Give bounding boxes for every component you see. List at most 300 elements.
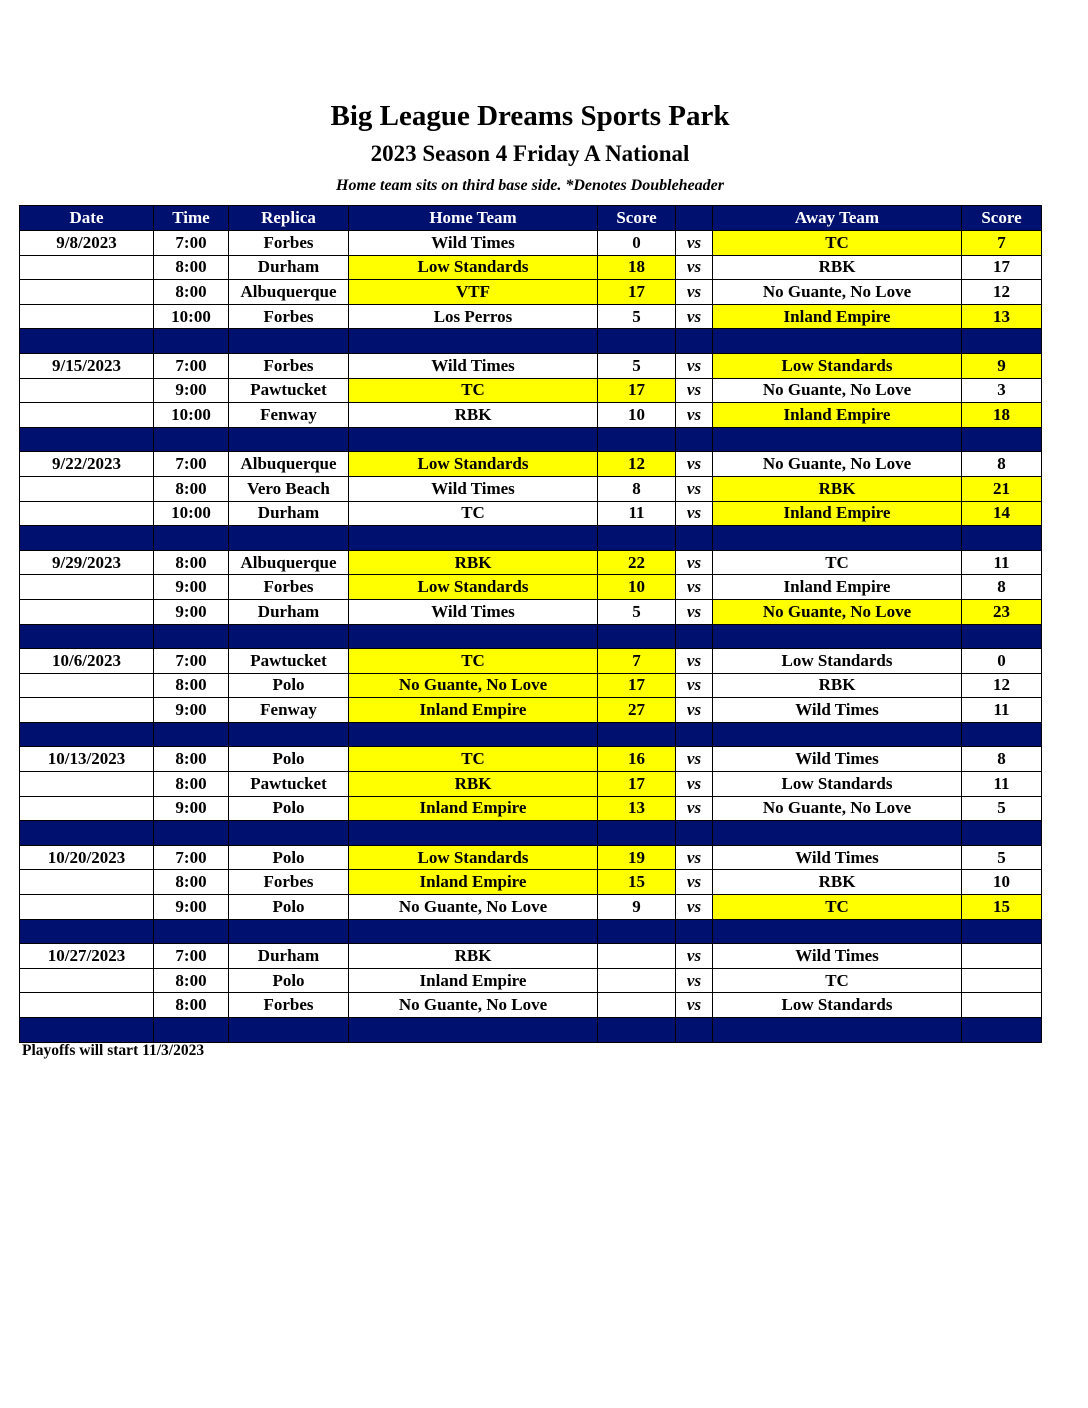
table-row xyxy=(20,968,1042,993)
separator-cell xyxy=(229,624,349,649)
game-time: 9:00 xyxy=(154,599,229,624)
home-team: No Guante, No Love xyxy=(349,993,598,1018)
separator-cell xyxy=(962,722,1042,747)
game-date xyxy=(20,280,154,305)
game-date xyxy=(20,403,154,428)
separator-cell xyxy=(229,1018,349,1043)
away-score: 12 xyxy=(962,673,1042,698)
separator-cell xyxy=(349,722,598,747)
game-field: Forbes xyxy=(229,575,349,600)
away-team: No Guante, No Love xyxy=(713,452,962,477)
table-row xyxy=(20,599,1042,624)
week-separator-row xyxy=(20,427,1042,452)
game-date xyxy=(20,575,154,600)
table-row xyxy=(20,501,1042,526)
game-date: 10/13/2023 xyxy=(20,747,154,772)
separator-cell xyxy=(20,329,154,354)
away-score xyxy=(962,993,1042,1018)
game-field: Forbes xyxy=(229,870,349,895)
separator-cell xyxy=(20,919,154,944)
away-score: 23 xyxy=(962,599,1042,624)
home-score: 17 xyxy=(598,673,676,698)
home-score: 10 xyxy=(598,403,676,428)
game-time: 9:00 xyxy=(154,698,229,723)
week-separator-row xyxy=(20,329,1042,354)
game-date: 9/22/2023 xyxy=(20,452,154,477)
home-team: Inland Empire xyxy=(349,870,598,895)
away-score: 8 xyxy=(962,452,1042,477)
separator-cell xyxy=(713,427,962,452)
away-score: 3 xyxy=(962,378,1042,403)
away-score: 11 xyxy=(962,698,1042,723)
home-team: Inland Empire xyxy=(349,968,598,993)
game-date xyxy=(20,501,154,526)
separator-cell xyxy=(154,1018,229,1043)
vs-label: vs xyxy=(676,304,713,329)
separator-cell xyxy=(349,526,598,551)
home-score: 19 xyxy=(598,845,676,870)
away-team: No Guante, No Love xyxy=(713,599,962,624)
away-score: 0 xyxy=(962,649,1042,674)
separator-cell xyxy=(598,624,676,649)
game-field: Fenway xyxy=(229,403,349,428)
away-team: RBK xyxy=(713,476,962,501)
away-team: Low Standards xyxy=(713,649,962,674)
game-date: 9/8/2023 xyxy=(20,231,154,256)
away-score: 13 xyxy=(962,304,1042,329)
game-time: 9:00 xyxy=(154,796,229,821)
game-date xyxy=(20,993,154,1018)
game-time: 7:00 xyxy=(154,231,229,256)
separator-cell xyxy=(154,329,229,354)
away-score: 10 xyxy=(962,870,1042,895)
home-team: TC xyxy=(349,747,598,772)
home-team: Wild Times xyxy=(349,353,598,378)
separator-cell xyxy=(20,624,154,649)
game-field: Durham xyxy=(229,944,349,969)
table-row xyxy=(20,796,1042,821)
separator-cell xyxy=(713,821,962,846)
game-date: 10/20/2023 xyxy=(20,845,154,870)
column-header-time: Time xyxy=(154,206,229,231)
game-field: Albuquerque xyxy=(229,550,349,575)
table-row xyxy=(20,452,1042,477)
table-row xyxy=(20,747,1042,772)
vs-label: vs xyxy=(676,649,713,674)
separator-cell xyxy=(598,722,676,747)
home-team: Low Standards xyxy=(349,452,598,477)
vs-label: vs xyxy=(676,280,713,305)
game-date xyxy=(20,255,154,280)
game-field: Forbes xyxy=(229,993,349,1018)
home-team: TC xyxy=(349,649,598,674)
away-team: RBK xyxy=(713,870,962,895)
away-score: 14 xyxy=(962,501,1042,526)
separator-cell xyxy=(962,624,1042,649)
home-team: Inland Empire xyxy=(349,698,598,723)
game-time: 8:00 xyxy=(154,476,229,501)
game-time: 8:00 xyxy=(154,993,229,1018)
home-score: 12 xyxy=(598,452,676,477)
game-field: Forbes xyxy=(229,304,349,329)
game-time: 9:00 xyxy=(154,575,229,600)
vs-label: vs xyxy=(676,895,713,920)
separator-cell xyxy=(598,329,676,354)
table-row xyxy=(20,403,1042,428)
separator-cell xyxy=(229,329,349,354)
separator-cell xyxy=(713,526,962,551)
game-date xyxy=(20,304,154,329)
away-team: Low Standards xyxy=(713,353,962,378)
game-field: Polo xyxy=(229,747,349,772)
home-team: RBK xyxy=(349,944,598,969)
separator-cell xyxy=(598,1018,676,1043)
table-row xyxy=(20,845,1042,870)
home-team: Low Standards xyxy=(349,845,598,870)
table-header-row xyxy=(20,206,1042,231)
away-score: 18 xyxy=(962,403,1042,428)
game-time: 7:00 xyxy=(154,944,229,969)
separator-cell xyxy=(229,821,349,846)
separator-cell xyxy=(676,624,713,649)
table-row xyxy=(20,231,1042,256)
game-time: 7:00 xyxy=(154,452,229,477)
home-team: RBK xyxy=(349,403,598,428)
page-title: Big League Dreams Sports Park xyxy=(330,100,730,132)
home-team: Wild Times xyxy=(349,476,598,501)
vs-label: vs xyxy=(676,845,713,870)
separator-cell xyxy=(676,427,713,452)
game-field: Polo xyxy=(229,673,349,698)
separator-cell xyxy=(962,329,1042,354)
separator-cell xyxy=(962,919,1042,944)
vs-label: vs xyxy=(676,796,713,821)
separator-cell xyxy=(154,722,229,747)
home-score: 15 xyxy=(598,870,676,895)
separator-cell xyxy=(713,329,962,354)
home-team: TC xyxy=(349,501,598,526)
game-time: 9:00 xyxy=(154,895,229,920)
separator-cell xyxy=(349,1018,598,1043)
vs-label: vs xyxy=(676,550,713,575)
separator-cell xyxy=(20,722,154,747)
game-date xyxy=(20,895,154,920)
column-header-home-team: Home Team xyxy=(349,206,598,231)
separator-cell xyxy=(676,526,713,551)
table-row xyxy=(20,649,1042,674)
game-field: Polo xyxy=(229,796,349,821)
column-header-vs xyxy=(676,206,713,231)
separator-cell xyxy=(713,722,962,747)
away-team: Wild Times xyxy=(713,698,962,723)
game-field: Pawtucket xyxy=(229,649,349,674)
separator-cell xyxy=(598,526,676,551)
table-row xyxy=(20,698,1042,723)
separator-cell xyxy=(962,821,1042,846)
vs-label: vs xyxy=(676,870,713,895)
vs-label: vs xyxy=(676,968,713,993)
away-score: 17 xyxy=(962,255,1042,280)
table-row xyxy=(20,304,1042,329)
home-team: RBK xyxy=(349,550,598,575)
game-date xyxy=(20,796,154,821)
home-score: 11 xyxy=(598,501,676,526)
home-score xyxy=(598,944,676,969)
vs-label: vs xyxy=(676,255,713,280)
away-score: 12 xyxy=(962,280,1042,305)
home-score xyxy=(598,993,676,1018)
table-row xyxy=(20,870,1042,895)
separator-cell xyxy=(229,427,349,452)
away-score: 5 xyxy=(962,796,1042,821)
game-field: Fenway xyxy=(229,698,349,723)
game-date xyxy=(20,870,154,895)
separator-cell xyxy=(349,821,598,846)
column-header-away-score: Score xyxy=(962,206,1042,231)
week-separator-row xyxy=(20,1018,1042,1043)
away-score: 21 xyxy=(962,476,1042,501)
game-time: 7:00 xyxy=(154,353,229,378)
away-team: No Guante, No Love xyxy=(713,378,962,403)
away-team: Low Standards xyxy=(713,993,962,1018)
home-score: 13 xyxy=(598,796,676,821)
game-date: 9/15/2023 xyxy=(20,353,154,378)
home-score: 22 xyxy=(598,550,676,575)
game-date: 10/27/2023 xyxy=(20,944,154,969)
column-header-away-team: Away Team xyxy=(713,206,962,231)
game-field: Durham xyxy=(229,501,349,526)
vs-label: vs xyxy=(676,476,713,501)
away-score: 11 xyxy=(962,550,1042,575)
game-field: Forbes xyxy=(229,231,349,256)
game-field: Pawtucket xyxy=(229,772,349,797)
separator-cell xyxy=(154,624,229,649)
home-score: 17 xyxy=(598,378,676,403)
vs-label: vs xyxy=(676,353,713,378)
home-score: 17 xyxy=(598,772,676,797)
away-team: Low Standards xyxy=(713,772,962,797)
home-team: Wild Times xyxy=(349,599,598,624)
home-score: 10 xyxy=(598,575,676,600)
game-date xyxy=(20,772,154,797)
game-date xyxy=(20,673,154,698)
home-score: 8 xyxy=(598,476,676,501)
vs-label: vs xyxy=(676,501,713,526)
away-team: TC xyxy=(713,895,962,920)
table-row xyxy=(20,255,1042,280)
game-field: Albuquerque xyxy=(229,452,349,477)
separator-cell xyxy=(20,821,154,846)
game-field: Polo xyxy=(229,968,349,993)
game-field: Albuquerque xyxy=(229,280,349,305)
home-score: 9 xyxy=(598,895,676,920)
game-time: 8:00 xyxy=(154,673,229,698)
column-header-home-score: Score xyxy=(598,206,676,231)
vs-label: vs xyxy=(676,452,713,477)
game-time: 8:00 xyxy=(154,550,229,575)
away-score: 8 xyxy=(962,575,1042,600)
home-team: No Guante, No Love xyxy=(349,895,598,920)
separator-cell xyxy=(229,722,349,747)
home-score: 18 xyxy=(598,255,676,280)
game-time: 7:00 xyxy=(154,845,229,870)
game-time: 8:00 xyxy=(154,968,229,993)
separator-cell xyxy=(229,919,349,944)
week-separator-row xyxy=(20,821,1042,846)
game-time: 8:00 xyxy=(154,772,229,797)
table-row xyxy=(20,575,1042,600)
table-row xyxy=(20,673,1042,698)
away-team: No Guante, No Love xyxy=(713,280,962,305)
separator-cell xyxy=(154,427,229,452)
game-time: 9:00 xyxy=(154,378,229,403)
away-team: Inland Empire xyxy=(713,403,962,428)
game-field: Forbes xyxy=(229,353,349,378)
vs-label: vs xyxy=(676,698,713,723)
game-time: 8:00 xyxy=(154,747,229,772)
away-score: 8 xyxy=(962,747,1042,772)
away-score: 15 xyxy=(962,895,1042,920)
away-score: 5 xyxy=(962,845,1042,870)
page-subtitle: 2023 Season 4 Friday A National xyxy=(370,141,690,166)
separator-cell xyxy=(20,526,154,551)
vs-label: vs xyxy=(676,231,713,256)
home-score: 0 xyxy=(598,231,676,256)
separator-cell xyxy=(598,427,676,452)
away-team: Wild Times xyxy=(713,747,962,772)
game-time: 8:00 xyxy=(154,870,229,895)
separator-cell xyxy=(962,427,1042,452)
game-time: 8:00 xyxy=(154,255,229,280)
home-team: Los Perros xyxy=(349,304,598,329)
home-team: VTF xyxy=(349,280,598,305)
table-row xyxy=(20,378,1042,403)
game-time: 10:00 xyxy=(154,501,229,526)
away-team: Wild Times xyxy=(713,944,962,969)
game-date xyxy=(20,698,154,723)
game-field: Pawtucket xyxy=(229,378,349,403)
week-separator-row xyxy=(20,919,1042,944)
home-team: Low Standards xyxy=(349,255,598,280)
separator-cell xyxy=(154,526,229,551)
away-team: Inland Empire xyxy=(713,501,962,526)
game-date xyxy=(20,599,154,624)
vs-label: vs xyxy=(676,403,713,428)
game-time: 10:00 xyxy=(154,403,229,428)
separator-cell xyxy=(962,1018,1042,1043)
away-team: TC xyxy=(713,550,962,575)
separator-cell xyxy=(713,1018,962,1043)
game-time: 10:00 xyxy=(154,304,229,329)
game-field: Durham xyxy=(229,599,349,624)
playoffs-note: Playoffs will start 11/3/2023 xyxy=(22,1042,205,1059)
week-separator-row xyxy=(20,722,1042,747)
separator-cell xyxy=(154,919,229,944)
vs-label: vs xyxy=(676,944,713,969)
home-team: Low Standards xyxy=(349,575,598,600)
game-time: 8:00 xyxy=(154,280,229,305)
vs-label: vs xyxy=(676,772,713,797)
home-score: 16 xyxy=(598,747,676,772)
away-team: Inland Empire xyxy=(713,304,962,329)
table-row xyxy=(20,895,1042,920)
away-team: Inland Empire xyxy=(713,575,962,600)
home-score xyxy=(598,968,676,993)
table-row xyxy=(20,993,1042,1018)
column-header-date: Date xyxy=(20,206,154,231)
separator-cell xyxy=(676,329,713,354)
home-team: Wild Times xyxy=(349,231,598,256)
schedule-table xyxy=(19,205,1042,1043)
page-note: Home team sits on third base side. *Denotes Doubleheader xyxy=(336,177,724,194)
away-score: 9 xyxy=(962,353,1042,378)
home-team: RBK xyxy=(349,772,598,797)
vs-label: vs xyxy=(676,599,713,624)
game-time: 7:00 xyxy=(154,649,229,674)
table-row xyxy=(20,476,1042,501)
schedule-body xyxy=(20,231,1042,1043)
separator-cell xyxy=(349,919,598,944)
separator-cell xyxy=(154,821,229,846)
game-field: Durham xyxy=(229,255,349,280)
away-score: 11 xyxy=(962,772,1042,797)
home-team: Inland Empire xyxy=(349,796,598,821)
game-date xyxy=(20,378,154,403)
away-score xyxy=(962,944,1042,969)
away-team: TC xyxy=(713,231,962,256)
separator-cell xyxy=(349,624,598,649)
game-field: Polo xyxy=(229,845,349,870)
vs-label: vs xyxy=(676,378,713,403)
home-score: 17 xyxy=(598,280,676,305)
vs-label: vs xyxy=(676,673,713,698)
separator-cell xyxy=(349,329,598,354)
separator-cell xyxy=(962,526,1042,551)
separator-cell xyxy=(713,624,962,649)
separator-cell xyxy=(598,919,676,944)
separator-cell xyxy=(229,526,349,551)
vs-label: vs xyxy=(676,993,713,1018)
vs-label: vs xyxy=(676,575,713,600)
separator-cell xyxy=(713,919,962,944)
home-team: No Guante, No Love xyxy=(349,673,598,698)
away-score: 7 xyxy=(962,231,1042,256)
game-date: 10/6/2023 xyxy=(20,649,154,674)
week-separator-row xyxy=(20,624,1042,649)
game-date xyxy=(20,476,154,501)
home-score: 27 xyxy=(598,698,676,723)
game-date xyxy=(20,968,154,993)
table-row xyxy=(20,772,1042,797)
home-score: 5 xyxy=(598,599,676,624)
separator-cell xyxy=(676,821,713,846)
home-team: TC xyxy=(349,378,598,403)
home-score: 5 xyxy=(598,353,676,378)
vs-label: vs xyxy=(676,747,713,772)
game-field: Vero Beach xyxy=(229,476,349,501)
separator-cell xyxy=(20,427,154,452)
separator-cell xyxy=(20,1018,154,1043)
game-field: Polo xyxy=(229,895,349,920)
separator-cell xyxy=(349,427,598,452)
separator-cell xyxy=(676,722,713,747)
away-score xyxy=(962,968,1042,993)
separator-cell xyxy=(676,919,713,944)
away-team: TC xyxy=(713,968,962,993)
game-date: 9/29/2023 xyxy=(20,550,154,575)
away-team: RBK xyxy=(713,255,962,280)
table-row xyxy=(20,944,1042,969)
